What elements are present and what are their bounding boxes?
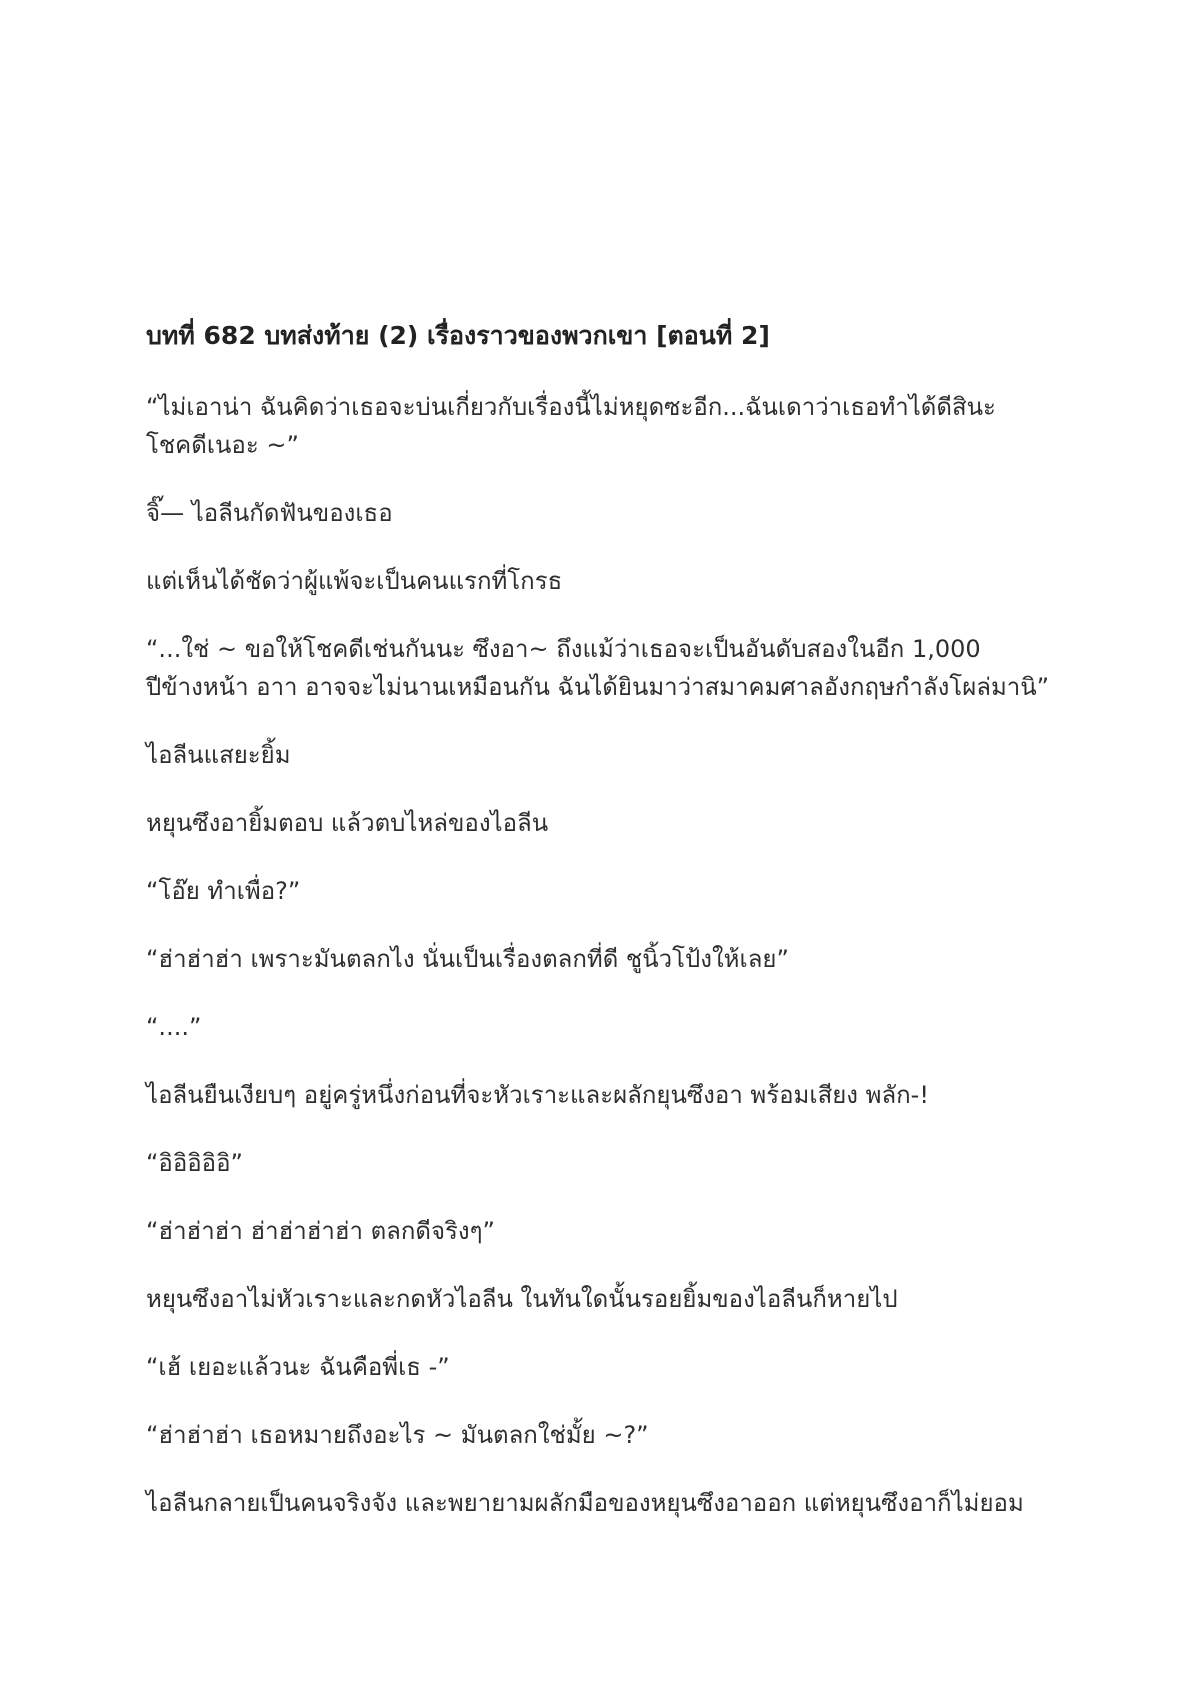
paragraph: [146, 1212, 1066, 1250]
paragraph-line: “...ใช่ ~ ขอให้โชคดีเช่นกันนะ ซึงอา~ ถึงแม้ว่าเธอจะเป็นอันดับสองในอีก 1,000: [146, 635, 981, 663]
paragraph: [146, 1076, 1066, 1114]
paragraph: [146, 1484, 1066, 1522]
paragraph-line: “อิอิอิอิอิ”: [146, 1149, 243, 1177]
paragraph-line: “ไม่เอาน่า ฉันคิดว่าเธอจะบ่นเกี่ยวกับเรื่องนี้ไม่หยุดซะอีก...ฉันเดาว่าเธอทำได้ดีสินะ: [146, 393, 996, 421]
paragraph-line: ไอลีนยืนเงียบๆ อยู่ครู่หนึ่งก่อนที่จะหัวเราะและผลักยุนซึงอา พร้อมเสียง พลัก-!: [146, 1081, 929, 1109]
paragraph-line: “ฮ่าฮ่าฮ่า เพราะมันตลกไง นั่นเป็นเรื่องตลกที่ดี ชูนิ้วโป้งให้เลย”: [146, 945, 789, 973]
paragraph: [146, 1144, 1066, 1182]
paragraph-line: โชคดีเนอะ ~”: [146, 431, 299, 459]
paragraph: [146, 388, 1066, 464]
paragraph: [146, 1008, 1066, 1046]
paragraph-line: “โอ๊ย ทำเพื่อ?”: [146, 877, 301, 905]
paragraph-line: “เฮ้ เยอะแล้วนะ ฉันคือพี่เธ -”: [146, 1353, 450, 1381]
paragraph-line: “....”: [146, 1013, 202, 1041]
paragraph: [146, 804, 1066, 842]
paragraph: [146, 872, 1066, 910]
chapter-content: [146, 318, 1066, 1552]
paragraph-line: แต่เห็นได้ชัดว่าผู้แพ้จะเป็นคนแรกที่โกรธ: [146, 567, 563, 595]
paragraph: [146, 562, 1066, 600]
chapter-title: บทที่ 682 บทส่งท้าย (2) เรื่องราวของพวกเขา [ตอนที่ 2]: [146, 321, 770, 350]
paragraph-list: [146, 388, 1066, 1522]
paragraph: [146, 630, 1066, 706]
paragraph-line: “ฮ่าฮ่าฮ่า เธอหมายถึงอะไร ~ มันตลกใช่มั้ย ~?”: [146, 1421, 649, 1449]
paragraph: [146, 940, 1066, 978]
paragraph-line: หยุนซึงอาไม่หัวเราะและกดหัวไอลีน ในทันใดนั้นรอยยิ้มของไอลีนก็หายไป: [146, 1285, 898, 1313]
paragraph: [146, 736, 1066, 774]
paragraph: [146, 1416, 1066, 1454]
paragraph: [146, 1348, 1066, 1386]
paragraph: [146, 1280, 1066, 1318]
paragraph: [146, 494, 1066, 532]
paragraph-line: ปีข้างหน้า อาา อาจจะไม่นานเหมือนกัน ฉันได้ยินมาว่าสมาคมศาลอังกฤษกำลังโผล่มานิ”: [146, 673, 1050, 701]
paragraph-line: หยุนซึงอายิ้มตอบ แล้วตบไหล่ของไอลีน: [146, 809, 549, 837]
paragraph-line: ไอลีนกลายเป็นคนจริงจัง และพยายามผลักมือของหยุนซึงอาออก แต่หยุนซึงอาก็ไม่ยอม: [146, 1489, 1024, 1517]
paragraph-line: “ฮ่าฮ่าฮ่า ฮ่าฮ่าฮ่าฮ่า ตลกดีจริงๆ”: [146, 1217, 495, 1245]
paragraph-line: จิ๊— ไอลีนกัดฟันของเธอ: [146, 499, 393, 527]
paragraph-line: ไอลีนแสยะยิ้ม: [146, 741, 291, 769]
